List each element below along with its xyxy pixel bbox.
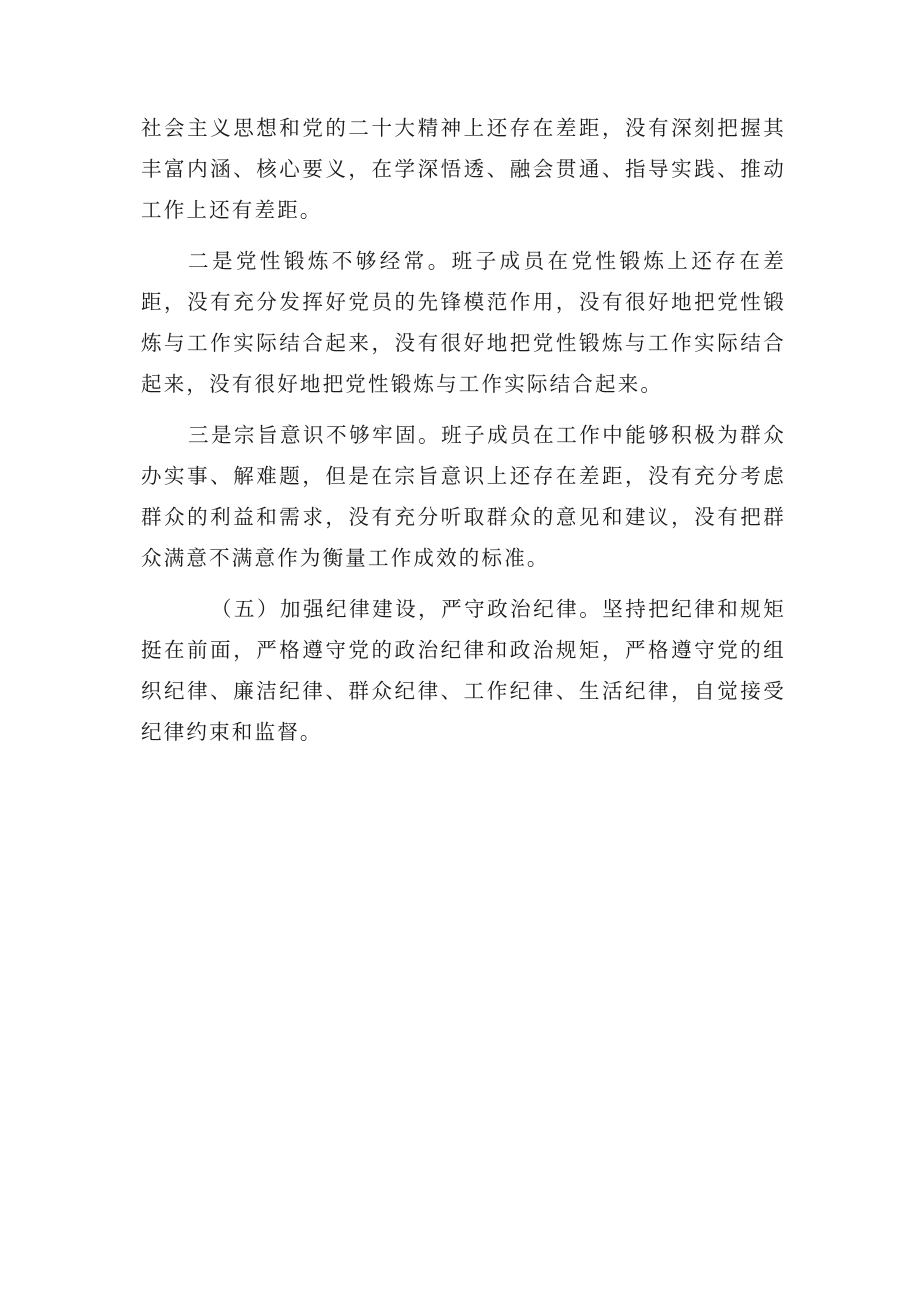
paragraph-purpose-awareness: 三是宗旨意识不够牢固。班子成员在工作中能够积极为群众办实事、解难题，但是在宗旨意识上还存在差距，没有充分考虑群众的利益和需求，没有充分听取群众的意见和建议，没有把群众满意不满意作为衡量工作成效的标准。: [141, 423, 786, 570]
document-body: [141, 108, 786, 763]
paragraph-party-spirit: 二是党性锻炼不够经常。班子成员在党性锻炼上还存在差距，没有充分发挥好党员的先锋模范作用，没有很好地把党性锻炼与工作实际结合起来，没有很好地把党性锻炼与工作实际结合起来，没有很好地把党性锻炼与工作实际结合起来。: [141, 249, 786, 396]
paragraph-continuation: 社会主义思想和党的二十大精神上还存在差距，没有深刻把握其丰富内涵、核心要义，在学深悟透、融会贯通、指导实践、推动工作上还有差距。: [141, 116, 786, 222]
paragraph-discipline-section: （五）加强纪律建设，严守政治纪律。坚持把纪律和规矩挺在前面，严格遵守党的政治纪律和政治规矩，严格遵守党的组织纪律、廉洁纪律、群众纪律、工作纪律、生活纪律，自觉接受纪律约束和监督。: [141, 597, 786, 744]
